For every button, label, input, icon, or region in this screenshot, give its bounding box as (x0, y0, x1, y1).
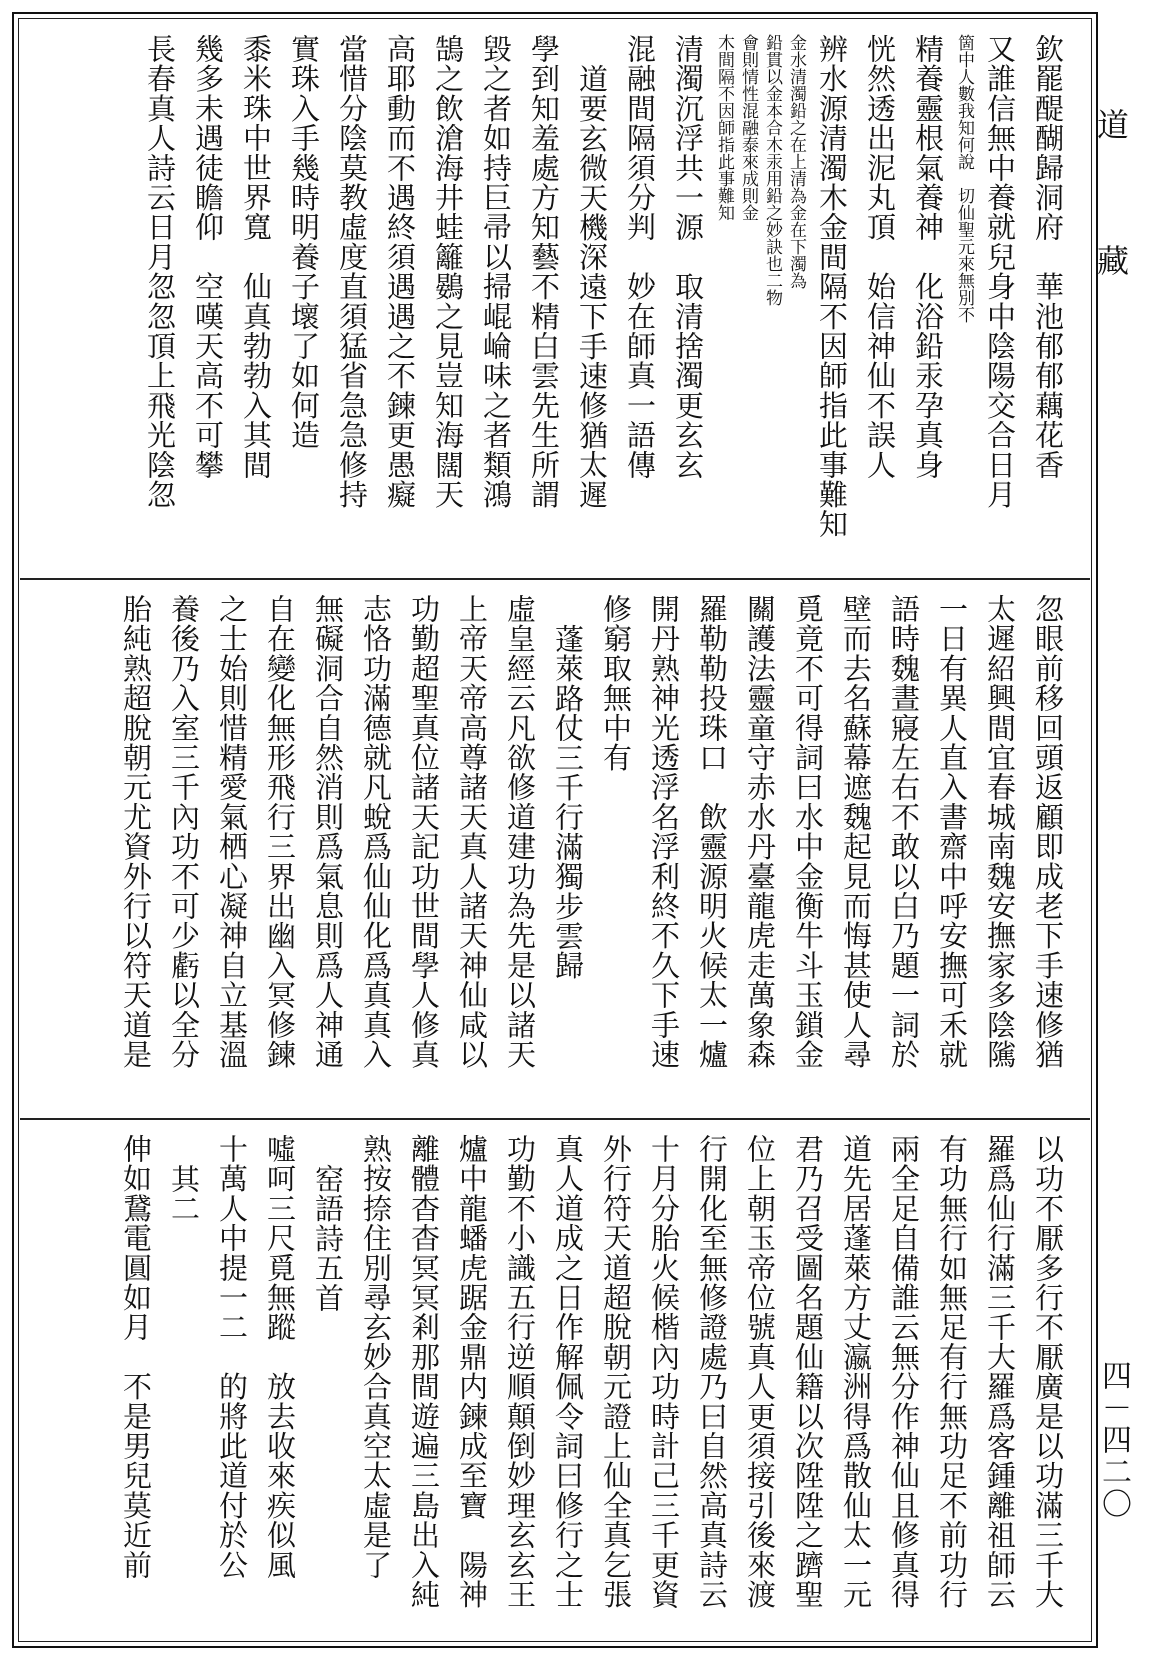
text-column: 窑語詩五首 (311, 1164, 345, 1313)
text-column: 鉛貫以金本合木汞用鉛之妙訣也二物 (762, 34, 782, 306)
text-column: 開丹熟神光透浮名浮利終不久下手速 (647, 594, 681, 1070)
page-frame (12, 12, 1098, 1648)
text-column: 太遲紹興間宜春城南魏安撫家多陰隲 (983, 594, 1017, 1070)
text-column: 噓呵三尺覓無蹤 放去收來疾似風 (263, 1134, 297, 1580)
page-number: 四－四二〇 (1096, 1360, 1131, 1520)
text-column: 高耶動而不遇終須遇遇之不鍊更愚癡 (383, 34, 417, 510)
text-column: 以功不厭多行不厭廣是以功滿三千大 (1031, 1134, 1065, 1610)
text-column: 羅爲仙行滿三千大羅爲客鍾離祖師云 (983, 1134, 1017, 1610)
text-column: 覓竟不可得詞曰水中金衡牛斗玉鎖金 (791, 594, 825, 1070)
text-panel-bottom (20, 1118, 1090, 1646)
text-panel-middle (20, 578, 1090, 1106)
text-column: 位上朝玉帝位號真人更須接引後來渡 (743, 1134, 777, 1610)
text-column: 實珠入手幾時明養子壞了如何造 (287, 34, 321, 450)
text-column: 當惜分陰莫教虛度直須猛省急急修持 (335, 34, 369, 510)
text-column: 兩全足自備誰云無分作神仙且修真得 (887, 1134, 921, 1610)
text-column: 道要玄微天機深遠下手速修猶太遲 (575, 64, 609, 510)
text-column: 行開化至無修證處乃曰自然高真詩云 (695, 1134, 729, 1610)
text-column: 忽眼前移回頭返顧即成老下手速修猶 (1031, 594, 1065, 1070)
text-column: 修窮取無中有 (599, 594, 633, 773)
text-column: 離體杳杳冥冥剎那間遊遍三島出入純 (407, 1134, 441, 1610)
text-column: 壁而去名蘇幕遮魏起見而悔甚使人尋 (839, 594, 873, 1070)
text-column: 混融間隔須分判 妙在師真一語傳 (623, 34, 657, 480)
text-column: 精養靈根氣養神 化浴鉛汞孕真身 (911, 34, 945, 480)
text-column: 長春真人詩云日月忽忽頂上飛光陰忽 (143, 34, 177, 510)
text-column: 羅勒勒投珠口 飲靈源明火候太一爐 (695, 594, 729, 1070)
margin-title-bottom: 藏 (1096, 242, 1129, 280)
text-column: 箇中人數我知何說 切仙聖元來無別不 (954, 34, 974, 323)
text-column: 一日有異人直入書齋中呼安撫可禾就 (935, 594, 969, 1070)
text-column: 金水清濁鉛之在上清為金在下濁為 (786, 34, 806, 289)
text-column: 毀之者如持巨帚以掃崐崘味之者類鴻 (479, 34, 513, 510)
margin-title-top: 道 (1096, 106, 1129, 144)
text-column: 功勤不小識五行逆順顛倒妙理玄玄王 (503, 1134, 537, 1610)
text-column: 蓬萊路仗三千行滿獨步雲歸 (551, 624, 585, 981)
text-panel-top (20, 20, 1090, 566)
text-column: 胎純熟超脫朝元尤資外行以符天道是 (119, 594, 153, 1070)
text-column: 無礙洞合自然消則爲氣息則爲人神通 (311, 594, 345, 1070)
text-column: 木間隔不因師指此事難知 (714, 34, 734, 221)
text-column: 其二 (167, 1164, 201, 1224)
text-column: 鵠之飲滄海井蛙籬鷃之見豈知海闊天 (431, 34, 465, 510)
text-column: 語時魏晝寢左右不敢以白乃題一詞於 (887, 594, 921, 1070)
text-columns-top (20, 20, 1090, 566)
text-column: 黍米珠中世界寬 仙真勃勃入其間 (239, 34, 273, 480)
text-column: 自在變化無形飛行三界出幽入冥修鍊 (263, 594, 297, 1070)
text-column: 伸如鵞電圓如月 不是男兒莫近前 (119, 1134, 153, 1580)
text-column: 幾多未遇徒瞻仰 空嘆天高不可攀 (191, 34, 225, 480)
text-columns-bottom (20, 1120, 1090, 1646)
text-column: 君乃召受圖名題仙籍以次陞陞之躋聖 (791, 1134, 825, 1610)
text-column: 養後乃入室三千內功不可少虧以全分 (167, 594, 201, 1070)
text-column: 爐中龍蟠虎踞金鼎内鍊成至寶 陽神 (455, 1134, 489, 1610)
text-column: 虛皇經云凡欲修道建功為先是以諸天 (503, 594, 537, 1070)
text-column: 熟按捺住別尋玄妙合真空太虛是了 (359, 1134, 393, 1580)
text-column: 關護法靈童守赤水丹臺龍虎走萬象森 (743, 594, 777, 1070)
text-column: 恍然透出泥丸頂 始信神仙不誤人 (863, 34, 897, 480)
text-column: 清濁沉浮共一源 取清捨濁更玄玄 (671, 34, 705, 480)
text-column: 會則情性混融泰來成則金 (738, 34, 758, 221)
text-column: 功勤超聖真位諸天記功世間學人修真 (407, 594, 441, 1070)
text-columns-middle (20, 580, 1090, 1106)
text-column: 辨水源清濁木金間隔不因師指此事難知 (815, 34, 849, 539)
text-column: 學到知羞處方知藝不精白雲先生所謂 (527, 34, 561, 510)
text-column: 外行符天道超脫朝元證上仙全真乞張 (599, 1134, 633, 1610)
text-column: 十月分胎火候楷內功時計己三千更資 (647, 1134, 681, 1610)
text-column: 上帝天帝高尊諸天真人諸天神仙咸以 (455, 594, 489, 1070)
text-column: 真人道成之日作解佩令詞曰修行之士 (551, 1134, 585, 1610)
text-column: 十萬人中提一二 的將此道付於公 (215, 1134, 249, 1580)
text-column: 又誰信無中養就兒身中陰陽交合日月 (983, 34, 1017, 510)
text-column: 有功無行如無足有行無功足不前功行 (935, 1134, 969, 1610)
text-column: 道先居蓬萊方丈瀛洲得爲散仙太一元 (839, 1134, 873, 1610)
text-column: 志恪功滿德就凡蛻爲仙仙化爲真真入 (359, 594, 393, 1070)
text-column: 之士始則惜精愛氣栖心凝神自立基溫 (215, 594, 249, 1070)
text-column: 欽罷醍醐歸洞府 華池郁郁藕花香 (1031, 34, 1065, 480)
